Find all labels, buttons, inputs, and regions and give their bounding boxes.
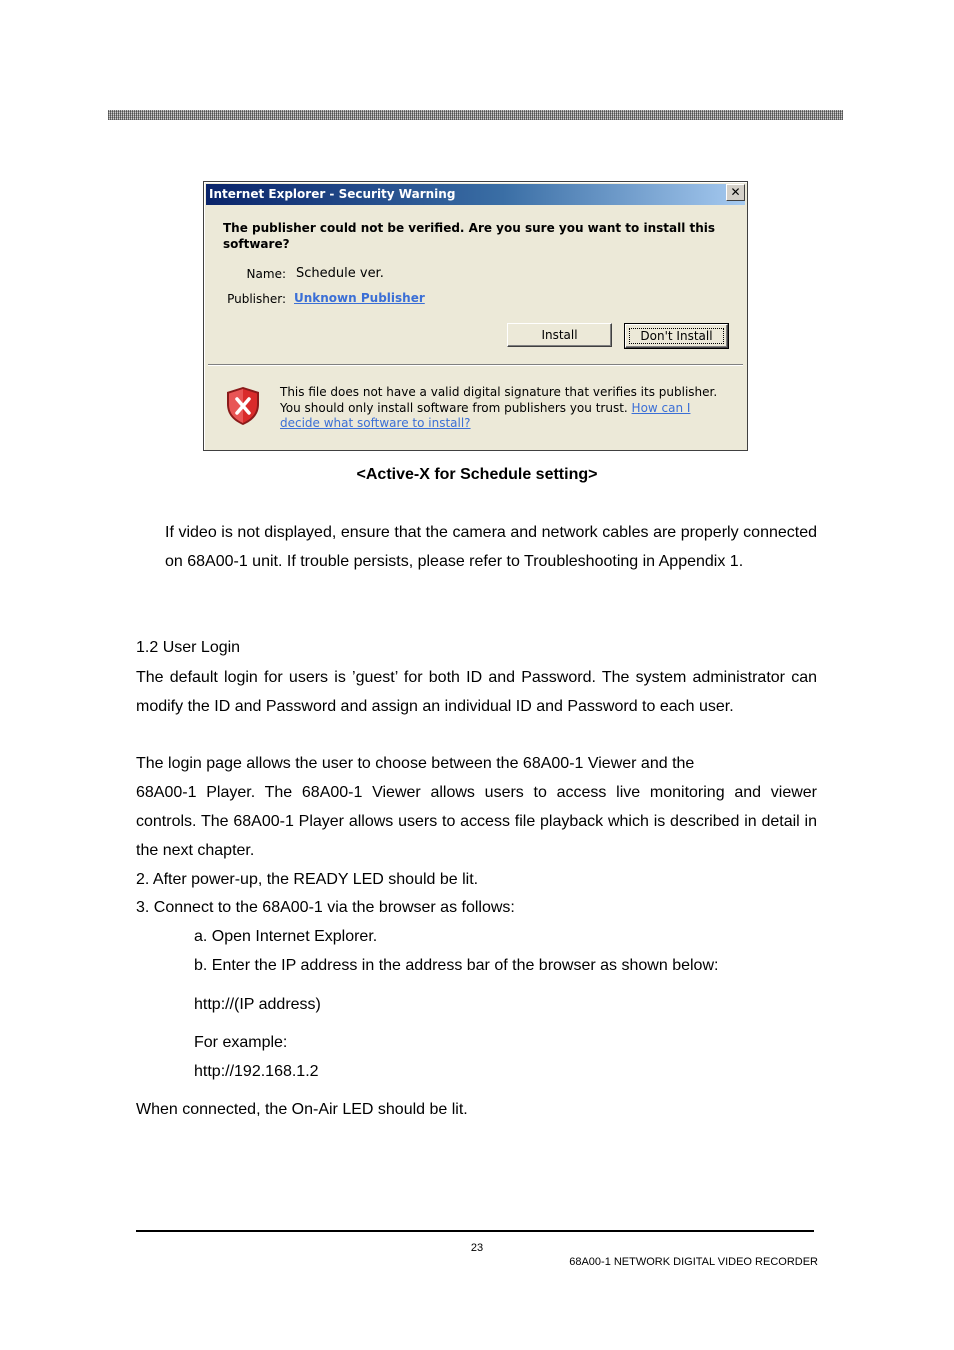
url-template: http://(IP address) <box>194 996 321 1013</box>
step-2: 2. After power-up, the READY LED should be lit. <box>136 871 479 888</box>
help-link[interactable]: How can I decide what software to install? <box>280 400 691 430</box>
paragraph-text: If video is not displayed, ensure that the camera and network cables are properly connected on 68A00-1 unit. If trouble persists, please refer to Troubleshooting in Appendix 1. <box>165 524 817 570</box>
step-3: 3. Connect to the 68A00-1 via the browser as follows: <box>136 899 515 916</box>
publisher-link[interactable]: Unknown Publisher <box>294 291 425 305</box>
dialog-separator <box>208 364 743 366</box>
dialog-title: Internet Explorer - Security Warning <box>206 184 745 205</box>
figure-caption: <Active-X for Schedule setting> <box>356 466 598 483</box>
security-warning-dialog <box>203 181 748 451</box>
footer-title: 68A00-1 NETWORK DIGITAL VIDEO RECORDER <box>569 1256 818 1268</box>
publisher-label: Publisher: <box>227 292 286 306</box>
name-label: Name: <box>246 267 286 281</box>
dialog-question: The publisher could not be verified. Are you sure you want to install this software? <box>223 221 716 251</box>
step-3a: a. Open Internet Explorer. <box>194 928 378 945</box>
security-shield-icon <box>225 386 261 426</box>
login-paragraph <box>136 663 817 721</box>
dont-install-label: Don't Install <box>640 329 713 343</box>
page-number: 23 <box>470 1242 484 1254</box>
warning-message: This file does not have a valid digital signature that verifies its publisher. You should only install software from publishers you trust. <box>280 385 718 415</box>
footer-rule <box>136 1230 814 1232</box>
example-url: http://192.168.1.2 <box>194 1063 319 1080</box>
viewer-player-paragraph <box>136 778 817 865</box>
name-value: Schedule ver. <box>296 266 384 281</box>
section-heading: 1.2 User Login <box>136 639 241 656</box>
troubleshooting-paragraph <box>165 518 817 576</box>
dont-install-button[interactable] <box>625 324 728 348</box>
close-button[interactable]: ✕ <box>726 184 745 201</box>
install-button[interactable]: Install <box>507 323 612 347</box>
step-3b: b. Enter the IP address in the address bar of the browser as shown below: <box>194 957 719 974</box>
closing-line: When connected, the On-Air LED should be lit. <box>136 1101 468 1118</box>
paragraph-text: 68A00-1 Player. The 68A00-1 Viewer allows users to access live monitoring and viewer controls. The 68A00-1 Player allows users to access file playback which is described in detail in the next chapter. <box>136 784 817 859</box>
example-label: For example: <box>194 1034 288 1051</box>
paragraph-text: The default login for users is ’guest’ for both ID and Password. The system administrator can modify the ID and Password and assign an individual ID and Password to each user. <box>136 669 817 715</box>
header-rule <box>108 110 843 120</box>
warning-text <box>280 385 730 432</box>
login-page-line: The login page allows the user to choose between the 68A00-1 Viewer and the <box>136 755 695 772</box>
focus-ring <box>629 328 724 344</box>
